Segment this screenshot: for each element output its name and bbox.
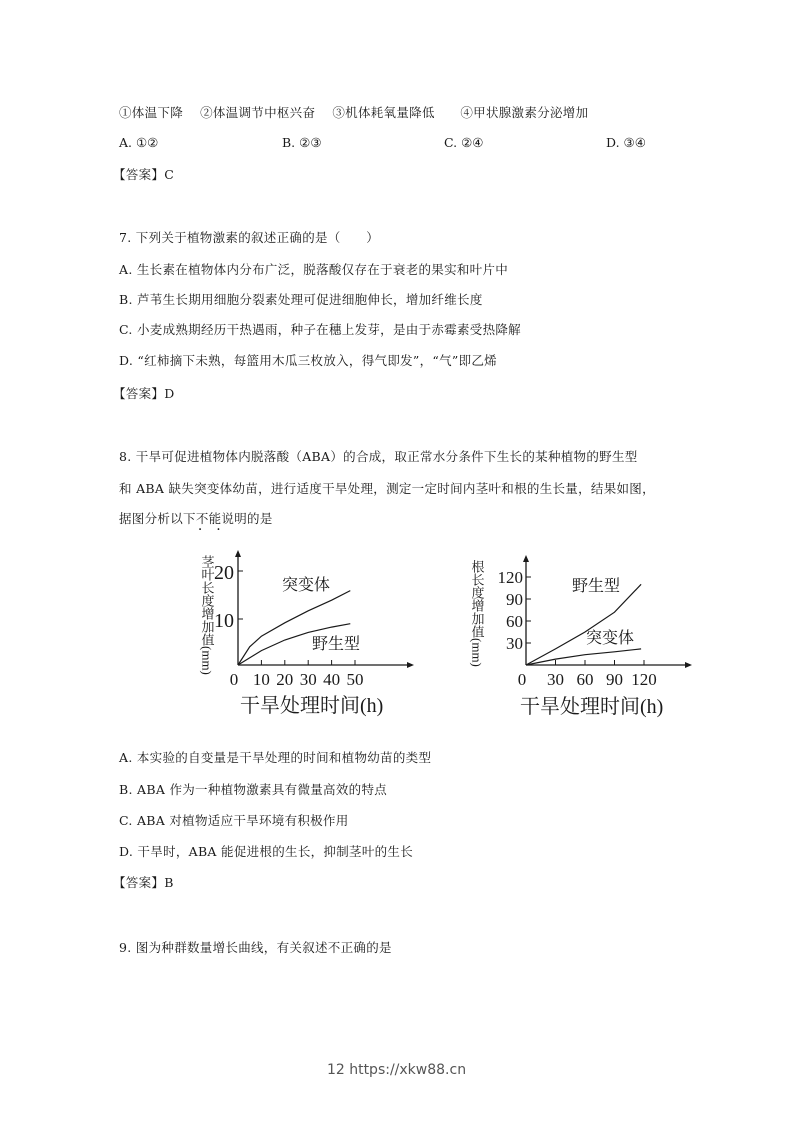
svg-text:茎叶长度增加值(mm): 茎叶长度增加值(mm) [199, 555, 215, 675]
q7-stem: 7. 下列关于植物激素的叙述正确的是（ ） [119, 230, 380, 245]
q8-option-b: B. ABA 作为一种植物激素具有微量高效的特点 [119, 782, 388, 797]
svg-text:突变体: 突变体 [282, 577, 331, 594]
q8-stem-line3 [119, 509, 273, 527]
svg-text:20: 20 [276, 670, 294, 689]
q8-stem-post: 说明的是 [221, 511, 273, 526]
svg-text:60: 60 [576, 670, 594, 689]
chart-root-growth [462, 555, 692, 725]
svg-text:0: 0 [229, 670, 239, 689]
page-footer: 12 https://xkw88.cn [326, 1062, 467, 1078]
svg-text:40: 40 [323, 670, 341, 689]
q8-option-a: A. 本实验的自变量是干旱处理的时间和植物幼苗的类型 [119, 750, 432, 765]
chart1-y-label [200, 555, 215, 675]
svg-text:50: 50 [346, 670, 364, 689]
q6-option-b: B. ②③ [282, 135, 322, 150]
svg-text:20: 20 [214, 562, 234, 584]
q7-option-a: A. 生长素在植物体内分布广泛，脱落酸仅存在于衰老的果实和叶片中 [119, 262, 509, 277]
svg-text:野生型: 野生型 [312, 636, 361, 653]
svg-text:根长度增加值(mm): 根长度增加值(mm) [469, 560, 485, 667]
q7-option-d: D. “红柿摘下未熟，每篮用木瓜三枚放入，得气即发”，“气”即乙烯 [119, 353, 497, 368]
svg-text:30: 30 [299, 670, 317, 689]
q8-stem-emphasis: 不能 · · [196, 511, 222, 526]
svg-text:突变体: 突变体 [586, 630, 635, 647]
q6-option-a: A. ①② [119, 135, 159, 150]
svg-text:90: 90 [606, 670, 623, 689]
q8-stem-line2: 和 ABA 缺失突变体幼苗，进行适度干旱处理，测定一定时间内茎叶和根的生长量，结果如图， [119, 481, 655, 496]
q7-answer: 【答案】D [113, 386, 175, 401]
chart-shoot-growth [192, 550, 422, 720]
q6-items: ①体温下降 ②体温调节中枢兴奋 ③机体耗氧量降低 ④甲状腺激素分泌增加 [119, 105, 589, 120]
q9-stem: 9. 图为种群数量增长曲线，有关叙述不正确的是 [119, 940, 392, 955]
svg-text:120: 120 [631, 670, 657, 689]
q8-stem-pre: 据图分析以下 [119, 511, 196, 526]
svg-text:60: 60 [506, 612, 523, 631]
svg-text:120: 120 [497, 568, 523, 587]
svg-text:干旱处理时间(h): 干旱处理时间(h) [520, 696, 664, 718]
svg-text:30: 30 [547, 670, 564, 689]
q6-option-d: D. ③④ [606, 135, 646, 150]
q7-option-c: C. 小麦成熟期经历干热遇雨，种子在穗上发芽，是由于赤霉素受热降解 [119, 322, 521, 337]
q7-option-b: B. 芦苇生长期用细胞分裂素处理可促进细胞伸长，增加纤维长度 [119, 292, 483, 307]
svg-text:野生型: 野生型 [572, 578, 621, 595]
svg-text:10: 10 [252, 670, 270, 689]
svg-text:90: 90 [506, 590, 523, 609]
chart2-y-label [470, 559, 485, 666]
q8-stem-line1: 8. 干旱可促进植物体内脱落酸（ABA）的合成，取正常水分条件下生长的某种植物的野生型 [119, 449, 638, 464]
svg-text:10: 10 [214, 610, 234, 632]
q6-option-c: C. ②④ [444, 135, 484, 150]
svg-text:30: 30 [506, 634, 523, 653]
q8-option-c: C. ABA 对植物适应干旱环境有积极作用 [119, 813, 349, 828]
q6-answer: 【答案】C [113, 167, 175, 182]
q8-option-d: D. 干旱时，ABA 能促进根的生长，抑制茎叶的生长 [119, 844, 414, 859]
svg-text:干旱处理时间(h): 干旱处理时间(h) [240, 695, 384, 717]
q8-answer: 【答案】B [113, 875, 174, 890]
svg-text:0: 0 [517, 670, 527, 689]
